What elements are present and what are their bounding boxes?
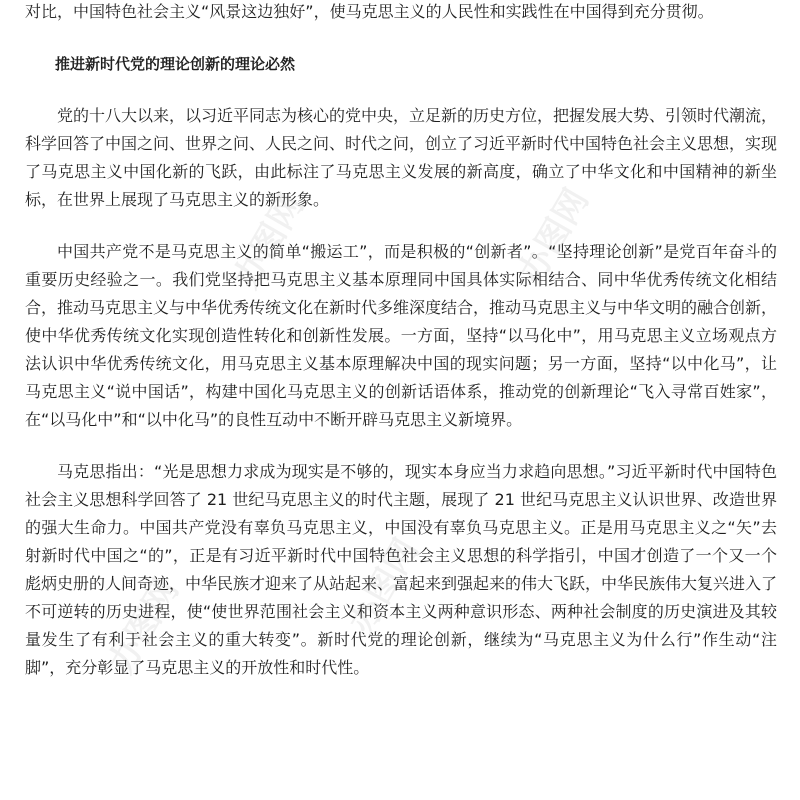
article-body — [25, 0, 777, 706]
paragraph-2: 中国共产党不是马克思主义的简单“搬运工”，而是积极的“创新者”。“坚持理论创新”是党百年奋斗的重要历史经验之一。我们党坚持把马克思主义基本原理同中国具体实际相结合、同中华优秀传统文化相结合，推动马克思主义与中华优秀传统文化在新时代多维深度结合，推动马克思主义与中华文明的融合创新，使中华优秀传统文化实现创造性转化和创新性发展。一方面，坚持“以马化中”，用马克思主义立场观点方法认识中华优秀传统文化，用马克思主义基本原理解决中国的现实问题；另一方面，坚持“以中化马”，让马克思主义“说中国话”，构建中国化马克思主义的创新话语体系，推动党的创新理论“飞入寻常百姓家”，在“以马化中”和“以中化马”的良性互动中不断开辟马克思主义新境界。 — [25, 242, 778, 429]
section-heading: 推进新时代党的理论创新的理论必然 — [55, 55, 296, 73]
paragraph-1: 党的十八大以来，以习近平同志为核心的党中央，立足新的历史方位，把握发展大势、引领时代潮流，科学回答了中国之问、世界之问、人民之问、时代之问，创立了习近平新时代中国特色社会主义思想，实现了马克思主义中国化新的飞跃，由此标注了马克思主义发展的新高度，确立了中华文化和中国精神的新坐标，在世界上展现了马克思主义的新形象。 — [25, 106, 778, 209]
paragraph-3: 马克思指出：“光是思想力求成为现实是不够的，现实本身应当力求趋向思想。”习近平新时代中国特色社会主义思想科学回答了 21 世纪马克思主义的时代主题，展现了 21 世纪马克思主义认识世界、改造世界的强大生命力。中国共产党没有辜负马克思主义，中国没有辜负马克思主义。正是用马克思主义之“矢”去射新时代中国之“的”，正是有习近平新时代中国特色社会主义思想的科学指引，中国才创造了一个又一个彪炳史册的人间奇迹，中华民族才迎来了从站起来、富起来到强起来的伟大飞跃，中华民族伟大复兴进入了不可逆转的历史进程，使“使世界范围社会主义和资本主义两种意识形态、两种社会制度的历史演进及其较量发生了有利于社会主义的重大转变”。新时代党的理论创新，继续为“马克思主义为什么行”作生动“注脚”，充分彰显了马克思主义的开放性和时代性。 — [25, 462, 778, 677]
watermark: 办图网 — [511, 182, 597, 291]
watermark: 办图网 — [101, 572, 187, 681]
watermark: 办图网 — [226, 187, 312, 296]
paragraph-continued: 对比，中国特色社会主义“风景这边独好”，使马克思主义的人民性和实践性在中国得到充分贯彻。 — [25, 2, 714, 21]
watermark: 办图网 — [341, 532, 427, 641]
